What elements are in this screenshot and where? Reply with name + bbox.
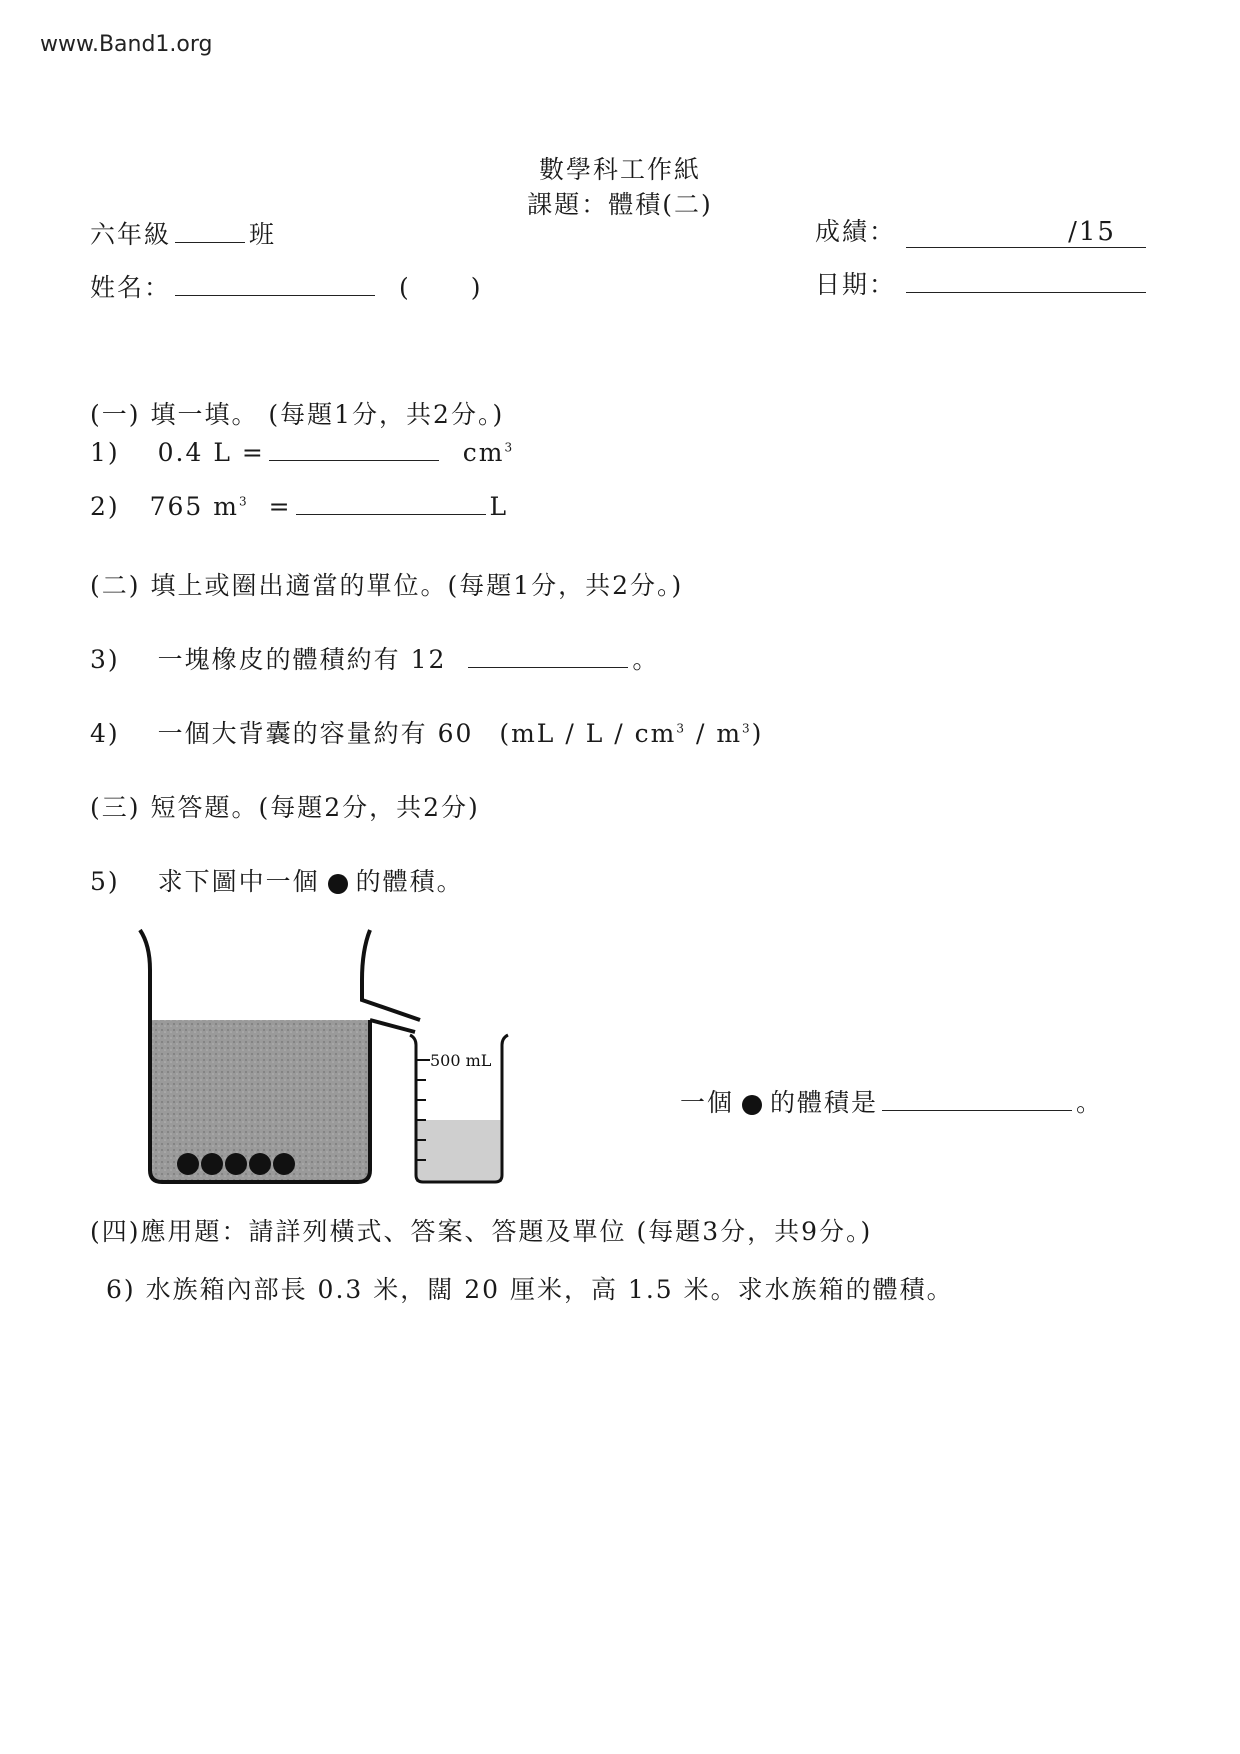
q2-answer-blank[interactable] [296,492,486,515]
ball-4 [249,1153,271,1175]
q4-text: 一個大背囊的容量約有 60 [157,719,474,748]
date-label: 日期： [815,270,897,299]
worksheet-topic: 課題：體積(二) [527,190,713,219]
section-2-heading: (二) 填上或圈出適當的單位。(每題1分，共2分。) [90,571,684,600]
q1-answer-blank[interactable] [269,438,439,461]
q2-unit: L [489,492,509,521]
q2-number: 2) [90,492,120,521]
question-5 [90,862,464,898]
score-field [815,212,1146,248]
question-6: 6) 水族箱內部長 0.3 米，闊 20 厘米，高 1.5 米。求水族箱的體積。 [106,1275,954,1304]
q5-answer-blank[interactable] [882,1088,1072,1111]
ball-icon-answer [742,1095,762,1115]
beaker-figure [130,920,550,1190]
class-number-paren-close: ) [470,273,483,302]
question-3 [90,640,659,676]
ball-icon [328,874,348,894]
grade-label: 六年級 [90,220,172,249]
large-beaker-spout [362,930,420,1020]
q5-answer-line [680,1083,1103,1119]
q5-number: 5) [90,867,120,896]
name-label: 姓名： [90,273,172,302]
section-3-heading: (三) 短答題。(每題2分，共2分) [90,793,480,822]
site-url: www.Band1.org [40,32,213,57]
q5-answer-post: 的體積是 [770,1088,879,1117]
q5-pre: 求下圖中一個 [157,867,320,896]
q2-lhs: 765 $m^3$ [149,492,249,521]
q2-equals: = [268,492,292,521]
name-blank[interactable] [175,273,375,296]
date-blank[interactable] [906,266,1146,293]
date-field [815,265,1146,301]
cylinder-capacity-label: 500 mL [430,1051,492,1070]
ball-1 [177,1153,199,1175]
q3-end: 。 [632,645,660,674]
class-label: 班 [249,220,277,249]
worksheet-title: 數學科工作紙 [538,155,701,184]
ball-3 [225,1153,247,1175]
name-field [90,268,483,304]
q1-lhs: 0.4 L = [157,438,265,467]
ball-5 [273,1153,295,1175]
grade-class-field [90,215,276,251]
question-2 [90,492,508,521]
score-total: /15 [906,217,1146,248]
q1-number: 1) [90,438,120,467]
q3-text: 一塊橡皮的體積約有 12 [157,645,447,674]
class-blank[interactable] [175,220,245,243]
q4-number: 4) [90,719,120,748]
q4-unit-options[interactable]: (mL / L / $cm^3 / m^3$) [499,719,764,748]
q1-unit: $cm^3$ [462,438,515,467]
class-number-paren-open: ( [398,273,411,302]
question-4 [90,714,763,750]
q5-answer-end: 。 [1076,1088,1104,1117]
cylinder-water [416,1120,502,1182]
q5-post: 的體積。 [355,867,464,896]
score-label: 成績： [815,217,897,246]
section-4-heading: (四)應用題：請詳列橫式、答案、答題及單位 (每題3分，共9分。) [90,1217,873,1246]
ball-2 [201,1153,223,1175]
q3-answer-blank[interactable] [468,645,628,668]
question-1 [90,438,514,467]
section-1-heading: (一) 填一填。 (每題1分，共2分。) [90,400,505,429]
q5-answer-pre: 一個 [680,1088,735,1117]
q3-number: 3) [90,645,120,674]
